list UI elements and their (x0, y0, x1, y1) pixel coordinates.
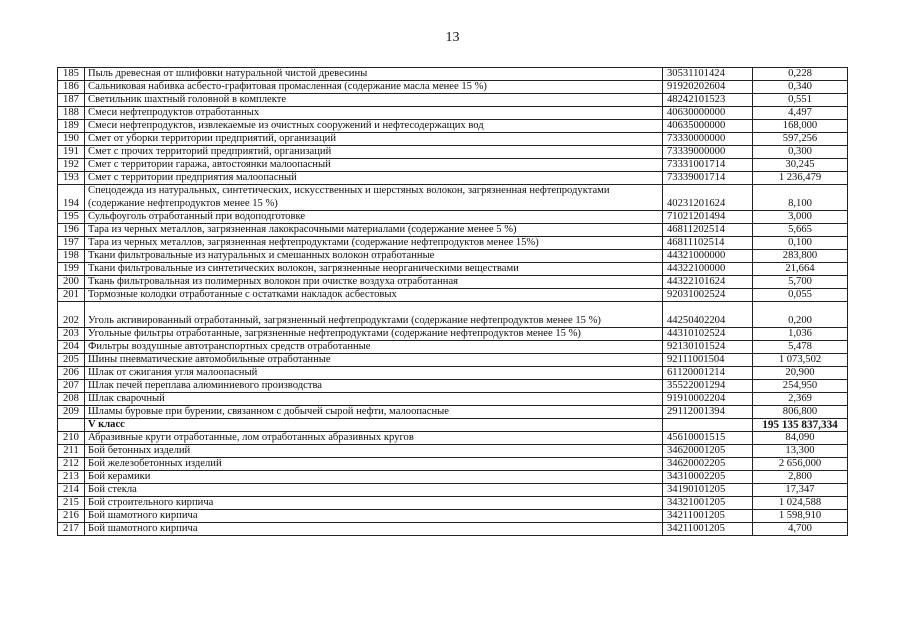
waste-amount: 20,900 (753, 367, 848, 380)
waste-code: 40231201624 (663, 185, 753, 211)
waste-name: Шлак от сжигания угля малоопасный (85, 367, 663, 380)
table-row (58, 328, 848, 341)
waste-name: Спецодежда из натуральных, синтетических, искусственных и шерстяных волокон, загрязненная нефтепродуктами (содержание нефтепродуктов менее 15 %) (85, 185, 663, 211)
waste-name: Бой стекла (85, 484, 663, 497)
waste-amount: 30,245 (753, 159, 848, 172)
row-number: 207 (58, 380, 85, 393)
row-number: 217 (58, 523, 85, 536)
row-number: 185 (58, 68, 85, 81)
table-row (58, 159, 848, 172)
row-number: 191 (58, 146, 85, 159)
row-number: 216 (58, 510, 85, 523)
waste-code (663, 419, 753, 432)
waste-name: Бой шамотного кирпича (85, 523, 663, 536)
row-number: 211 (58, 445, 85, 458)
waste-amount: 2,800 (753, 471, 848, 484)
waste-amount: 1 073,502 (753, 354, 848, 367)
waste-code: 45610001515 (663, 432, 753, 445)
waste-code: 92031002524 (663, 289, 753, 302)
waste-amount: 8,100 (753, 185, 848, 211)
table-row (58, 276, 848, 289)
waste-code: 34211001205 (663, 510, 753, 523)
table-row (58, 302, 848, 328)
row-number: 210 (58, 432, 85, 445)
waste-name: Фильтры воздушные автотранспортных средств отработанные (85, 341, 663, 354)
row-number: 200 (58, 276, 85, 289)
waste-code: 48242101523 (663, 94, 753, 107)
waste-code: 71021201494 (663, 211, 753, 224)
table-row (58, 393, 848, 406)
table-row (58, 432, 848, 445)
waste-name: Сульфоуголь отработанный при водоподготовке (85, 211, 663, 224)
row-number: 205 (58, 354, 85, 367)
table-row (58, 289, 848, 302)
waste-name: Шины пневматические автомобильные отработанные (85, 354, 663, 367)
waste-amount: 4,700 (753, 523, 848, 536)
waste-name: Сальниковая набивка асбесто-графитовая промасленная (содержание масла менее 15 %) (85, 81, 663, 94)
waste-name: V класс (85, 419, 663, 432)
waste-code: 40635000000 (663, 120, 753, 133)
waste-amount: 1 024,588 (753, 497, 848, 510)
waste-code: 91910002204 (663, 393, 753, 406)
waste-name: Тара из черных металлов, загрязненная нефтепродуктами (содержание нефтепродуктов менее 15%) (85, 237, 663, 250)
waste-name: Бой строительного кирпича (85, 497, 663, 510)
row-number: 195 (58, 211, 85, 224)
row-number: 199 (58, 263, 85, 276)
waste-amount: 0,551 (753, 94, 848, 107)
waste-name: Тара из черных металлов, загрязненная лакокрасочными материалами (содержание менее 5 %) (85, 224, 663, 237)
table-row (58, 471, 848, 484)
table-row (58, 458, 848, 471)
row-number: 206 (58, 367, 85, 380)
waste-amount: 195 135 837,334 (753, 419, 848, 432)
waste-amount: 5,700 (753, 276, 848, 289)
page-number: 13 (445, 30, 460, 45)
waste-amount: 21,664 (753, 263, 848, 276)
table-row (58, 263, 848, 276)
row-number: 209 (58, 406, 85, 419)
waste-amount: 5,478 (753, 341, 848, 354)
waste-amount: 3,000 (753, 211, 848, 224)
waste-name: Смет с территории предприятия малоопасный (85, 172, 663, 185)
row-number: 208 (58, 393, 85, 406)
table-row (58, 146, 848, 159)
waste-name: Смет от уборки территории предприятий, организаций (85, 133, 663, 146)
table-row (58, 406, 848, 419)
row-number: 192 (58, 159, 85, 172)
waste-amount: 13,300 (753, 445, 848, 458)
row-number: 194 (58, 185, 85, 211)
waste-name: Бой керамики (85, 471, 663, 484)
waste-code: 44322101624 (663, 276, 753, 289)
table-row (58, 341, 848, 354)
waste-code: 46811102514 (663, 237, 753, 250)
waste-amount: 5,665 (753, 224, 848, 237)
waste-code: 44321000000 (663, 250, 753, 263)
waste-amount: 597,256 (753, 133, 848, 146)
waste-code: 29112001394 (663, 406, 753, 419)
waste-name: Пыль древесная от шлифовки натуральной чистой древесины (85, 68, 663, 81)
waste-code: 34190101205 (663, 484, 753, 497)
table-row (58, 380, 848, 393)
waste-name: Смеси нефтепродуктов отработанных (85, 107, 663, 120)
waste-amount: 2,369 (753, 393, 848, 406)
waste-name: Тормозные колодки отработанные с остатками накладок асбестовых (85, 289, 663, 302)
row-number: 196 (58, 224, 85, 237)
waste-amount: 254,950 (753, 380, 848, 393)
waste-code: 73331001714 (663, 159, 753, 172)
waste-code: 92130101524 (663, 341, 753, 354)
row-number: 204 (58, 341, 85, 354)
class-header-row (58, 419, 848, 432)
waste-code: 34620002205 (663, 458, 753, 471)
row-number: 198 (58, 250, 85, 263)
waste-code: 30531101424 (663, 68, 753, 81)
waste-name: Смет с территории гаража, автостоянки малоопасный (85, 159, 663, 172)
waste-name: Светильник шахтный головной в комплекте (85, 94, 663, 107)
waste-code: 34310002205 (663, 471, 753, 484)
table-row (58, 211, 848, 224)
waste-amount: 0,228 (753, 68, 848, 81)
row-number: 213 (58, 471, 85, 484)
table-row (58, 185, 848, 211)
row-number: 186 (58, 81, 85, 94)
row-number: 187 (58, 94, 85, 107)
waste-name: Ткани фильтровальные из натуральных и смешанных волокон отработанные (85, 250, 663, 263)
waste-code: 40630000000 (663, 107, 753, 120)
waste-amount: 1 598,910 (753, 510, 848, 523)
waste-code: 91920202604 (663, 81, 753, 94)
row-number: 212 (58, 458, 85, 471)
table-row (58, 120, 848, 133)
table-row (58, 367, 848, 380)
waste-code: 61120001214 (663, 367, 753, 380)
waste-name: Бой железобетонных изделий (85, 458, 663, 471)
row-number: 193 (58, 172, 85, 185)
waste-amount: 0,300 (753, 146, 848, 159)
waste-name: Уголь активированный отработанный, загрязненный нефтепродуктами (содержание нефтепродуктов менее 15 %) (85, 302, 663, 328)
table-row (58, 354, 848, 367)
waste-name: Шлак печей переплава алюминиевого производства (85, 380, 663, 393)
waste-amount: 1,036 (753, 328, 848, 341)
table-row (58, 81, 848, 94)
row-number: 189 (58, 120, 85, 133)
waste-name: Бой бетонных изделий (85, 445, 663, 458)
row-number: 215 (58, 497, 85, 510)
table-row (58, 94, 848, 107)
waste-code: 34321001205 (663, 497, 753, 510)
waste-name: Шламы буровые при бурении, связанном с добычей сырой нефти, малоопасные (85, 406, 663, 419)
table-row (58, 497, 848, 510)
waste-name: Шлак сварочный (85, 393, 663, 406)
waste-name: Абразивные круги отработанные, лом отработанных абразивных кругов (85, 432, 663, 445)
waste-code: 44250402204 (663, 302, 753, 328)
waste-amount: 4,497 (753, 107, 848, 120)
waste-name: Ткань фильтровальная из полимерных волокон при очистке воздуха отработанная (85, 276, 663, 289)
waste-amount: 1 236,479 (753, 172, 848, 185)
waste-amount: 0,100 (753, 237, 848, 250)
row-number: 203 (58, 328, 85, 341)
waste-amount: 0,200 (753, 302, 848, 328)
row-number: 201 (58, 289, 85, 302)
row-number: 190 (58, 133, 85, 146)
row-number: 197 (58, 237, 85, 250)
table-row (58, 510, 848, 523)
waste-amount: 283,800 (753, 250, 848, 263)
waste-amount: 806,800 (753, 406, 848, 419)
waste-name: Смеси нефтепродуктов, извлекаемые из очистных сооружений и нефтесодержащих вод (85, 120, 663, 133)
waste-name: Бой шамотного кирпича (85, 510, 663, 523)
waste-code: 46811202514 (663, 224, 753, 237)
waste-name: Угольные фильтры отработанные, загрязненные нефтепродуктами (содержание нефтепродуктов менее 15 %) (85, 328, 663, 341)
waste-code: 35522001294 (663, 380, 753, 393)
table-row (58, 445, 848, 458)
waste-code: 34211001205 (663, 523, 753, 536)
table-row (58, 224, 848, 237)
row-number: 202 (58, 302, 85, 328)
row-number: 188 (58, 107, 85, 120)
waste-amount: 168,000 (753, 120, 848, 133)
table-row (58, 237, 848, 250)
waste-code: 44322100000 (663, 263, 753, 276)
row-number (58, 419, 85, 432)
waste-amount: 0,055 (753, 289, 848, 302)
waste-amount: 2 656,000 (753, 458, 848, 471)
waste-amount: 84,090 (753, 432, 848, 445)
waste-code: 73330000000 (663, 133, 753, 146)
waste-code: 73339001714 (663, 172, 753, 185)
table-row (58, 172, 848, 185)
waste-code: 92111001504 (663, 354, 753, 367)
waste-amount: 17,347 (753, 484, 848, 497)
table-row (58, 68, 848, 81)
waste-code: 44310102524 (663, 328, 753, 341)
table-row (58, 133, 848, 146)
waste-register-table (57, 67, 848, 536)
waste-code: 34620001205 (663, 445, 753, 458)
row-number: 214 (58, 484, 85, 497)
table-row (58, 107, 848, 120)
waste-code: 73339000000 (663, 146, 753, 159)
waste-name: Смет с прочих территорий предприятий, организаций (85, 146, 663, 159)
table-row (58, 484, 848, 497)
waste-amount: 0,340 (753, 81, 848, 94)
table-row (58, 250, 848, 263)
table-row (58, 523, 848, 536)
waste-name: Ткани фильтровальные из синтетических волокон, загрязненные неорганическими веществами (85, 263, 663, 276)
